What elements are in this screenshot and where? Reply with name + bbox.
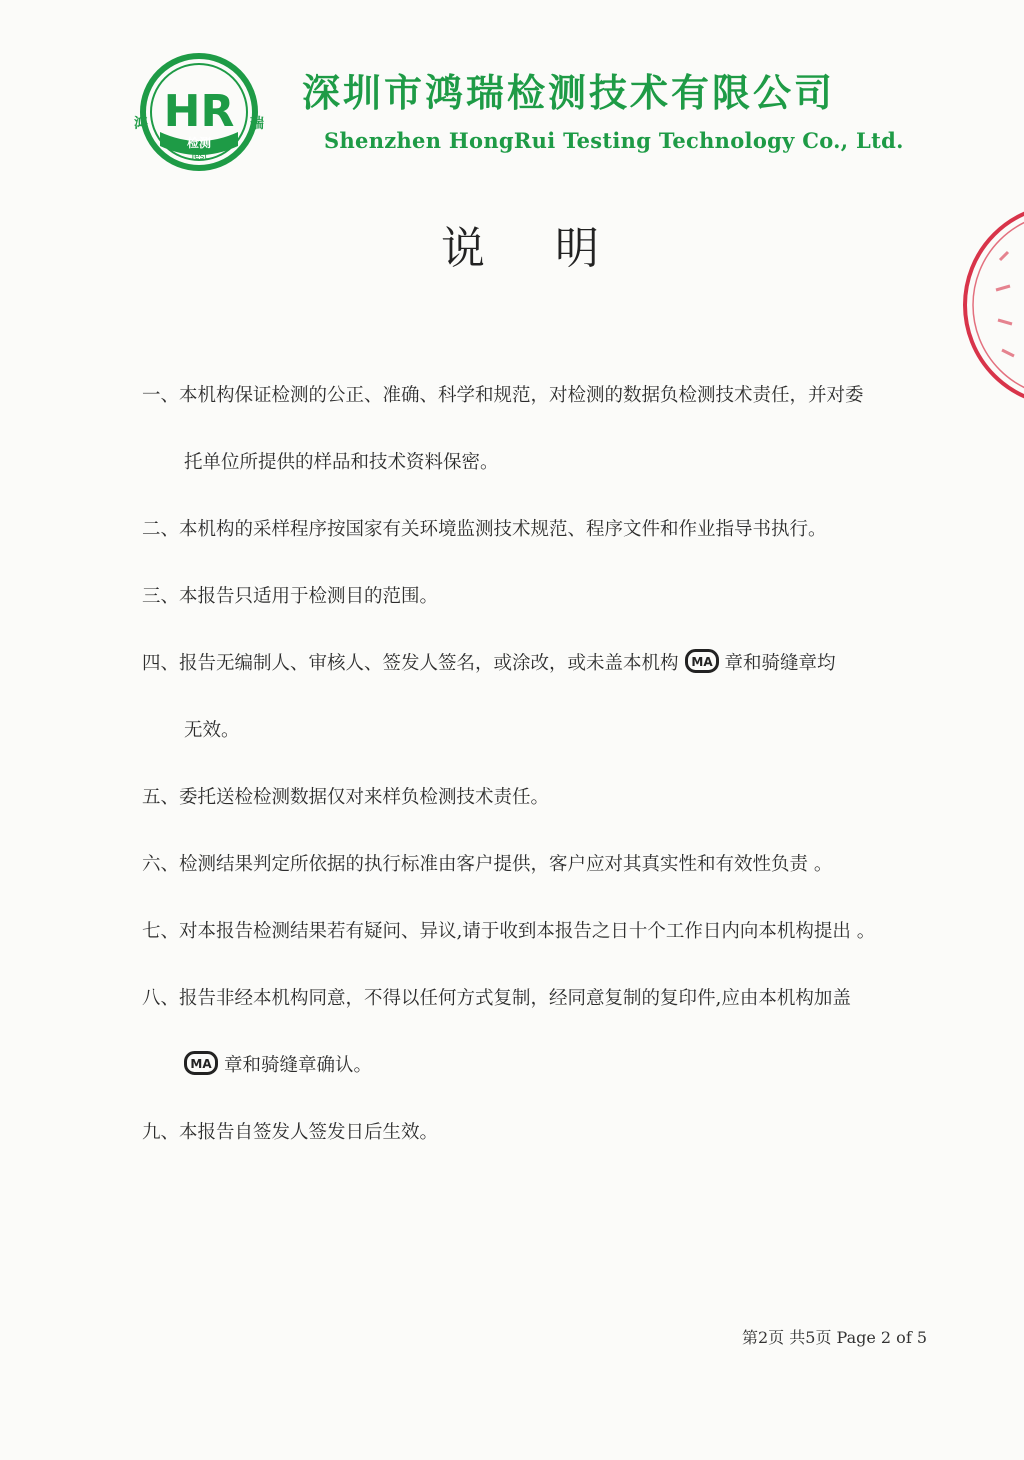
clause-text: 对本报告检测结果若有疑问、异议,请于收到本报告之日十个工作日内向本机构提出 。	[179, 921, 876, 942]
logo-sub-cn: 检测	[186, 136, 212, 150]
clause-number: 七、	[142, 921, 180, 942]
clause-9	[142, 1099, 962, 1166]
cma-mark-icon	[685, 649, 719, 673]
clause-list	[142, 362, 962, 1166]
clause-continuation: 托单位所提供的样品和技术资料保密。	[184, 452, 499, 473]
clause-6	[142, 831, 962, 898]
clause-number: 二、	[142, 519, 180, 540]
clause-text: 本机构保证检测的公正、准确、科学和规范，对检测的数据负检测技术责任，并对委	[179, 385, 864, 406]
red-seal-stamp	[960, 200, 1024, 410]
clause-text: 本报告自签发人签发日后生效。	[179, 1122, 439, 1143]
clause-3	[142, 563, 962, 630]
clause-number: 四、	[142, 653, 180, 674]
clause-text: 本报告只适用于检测目的范围。	[179, 586, 439, 607]
svg-text:MA: MA	[690, 655, 713, 669]
clause-number: 九、	[142, 1122, 180, 1143]
clause-number: 一、	[142, 385, 180, 406]
clause-5	[142, 764, 962, 831]
clause-text: 检测结果判定所依据的执行标准由客户提供，客户应对其真实性和有效性负责 。	[179, 854, 833, 875]
cma-mark-icon	[184, 1051, 218, 1075]
clause-number: 三、	[142, 586, 180, 607]
logo-side-right: 瑞	[250, 116, 264, 132]
clause-continuation	[142, 1032, 962, 1099]
logo-side-left: 鸿	[134, 116, 148, 132]
hr-logo	[128, 50, 270, 178]
clause-text: 报告无编制人、审核人、签发人签名，或涂改，或未盖本机构	[179, 653, 679, 674]
clause-8	[142, 965, 962, 1099]
clause-2	[142, 496, 962, 563]
clause-text-after-mark: 章和骑缝章均	[724, 653, 836, 674]
document-title: 说明	[441, 223, 669, 274]
clause-4	[142, 630, 962, 764]
clause-continuation: 无效。	[184, 720, 240, 741]
clause-7	[142, 898, 962, 965]
company-name-cn: 深圳市鸿瑞检测技术有限公司	[302, 71, 836, 115]
clause-text: 本机构的采样程序按国家有关环境监测技术规范、程序文件和作业指导书执行。	[179, 519, 827, 540]
company-name-en: Shenzhen HongRui Testing Technology Co., Ltd.	[324, 128, 904, 153]
clause-text: 委托送检检测数据仅对来样负检测技术责任。	[179, 787, 550, 808]
page-number: 第2页 共5页 Page 2 of 5	[742, 1328, 928, 1347]
clause-1	[142, 362, 962, 496]
logo-sub-en: Test	[190, 152, 208, 162]
svg-text:MA: MA	[190, 1057, 212, 1071]
clause-text-after-mark: 章和骑缝章确认。	[224, 1055, 373, 1076]
clause-text: 报告非经本机构同意，不得以任何方式复制，经同意复制的复印件,应由本机构加盖	[179, 988, 851, 1009]
clause-number: 五、	[142, 787, 180, 808]
clause-number: 六、	[142, 854, 180, 875]
clause-number: 八、	[142, 988, 180, 1009]
logo-letters: HR	[163, 86, 235, 137]
